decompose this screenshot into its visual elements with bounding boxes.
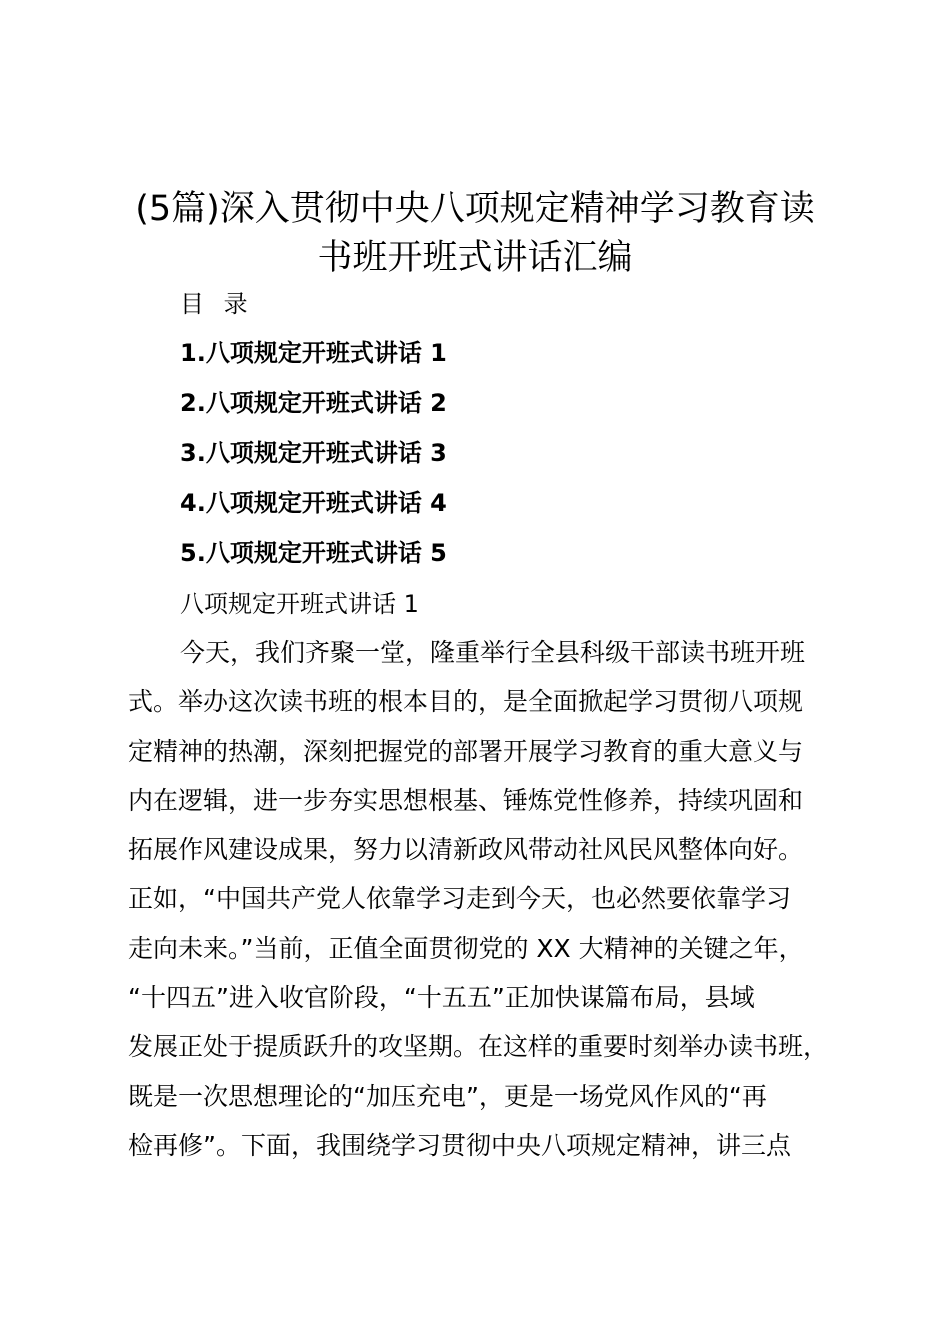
toc-item: 4.八项规定开班式讲话 4: [180, 489, 447, 517]
body-line: 定精神的热潮，深刻把握党的部署开展学习教育的重大意义与: [128, 736, 804, 766]
body-line: 拓展作风建设成果，努力以清新政风带动社风民风整体向好。: [128, 835, 804, 865]
document-title-line-2: 书班开班式讲话汇编: [317, 238, 633, 278]
table-of-contents: [180, 336, 447, 586]
toc-heading: 目 录: [180, 290, 254, 318]
body-line: 正如，“中国共产党人依靠学习走到今天，也必然要依靠学习: [128, 884, 791, 914]
body-line: 式。举办这次读书班的根本目的，是全面掀起学习贯彻八项规: [128, 687, 804, 717]
body-line: 既是一次思想理论的“加压充电”，更是一场党风作风的“再: [128, 1081, 767, 1111]
toc-item: 5.八项规定开班式讲话 5: [180, 539, 447, 567]
body-line: 发展正处于提质跃升的攻坚期。在这样的重要时刻举办读书班，: [128, 1032, 829, 1062]
body-line: 内在逻辑，进一步夯实思想根基、锤炼党性修养，持续巩固和: [128, 785, 804, 815]
body-line: 走向未来。”当前，正值全面贯彻党的 XX 大精神的关键之年，: [128, 933, 804, 963]
toc-item: 1.八项规定开班式讲话 1: [180, 339, 447, 367]
body-paragraph: [128, 636, 868, 1178]
toc-item: 3.八项规定开班式讲话 3: [180, 439, 447, 467]
body-line: 检再修”。下面，我围绕学习贯彻中央八项规定精神，讲三点: [128, 1130, 791, 1160]
document-title-line-1: (5篇)深入贯彻中央八项规定精神学习教育读: [135, 189, 815, 229]
section-heading: 八项规定开班式讲话 1: [180, 590, 419, 618]
toc-item: 2.八项规定开班式讲话 2: [180, 389, 447, 417]
body-line: 今天，我们齐聚一堂，隆重举行全县科级干部读书班开班: [180, 638, 806, 667]
body-line: “十四五”进入收官阶段，“十五五”正加快谋篇布局，县域: [128, 983, 755, 1013]
